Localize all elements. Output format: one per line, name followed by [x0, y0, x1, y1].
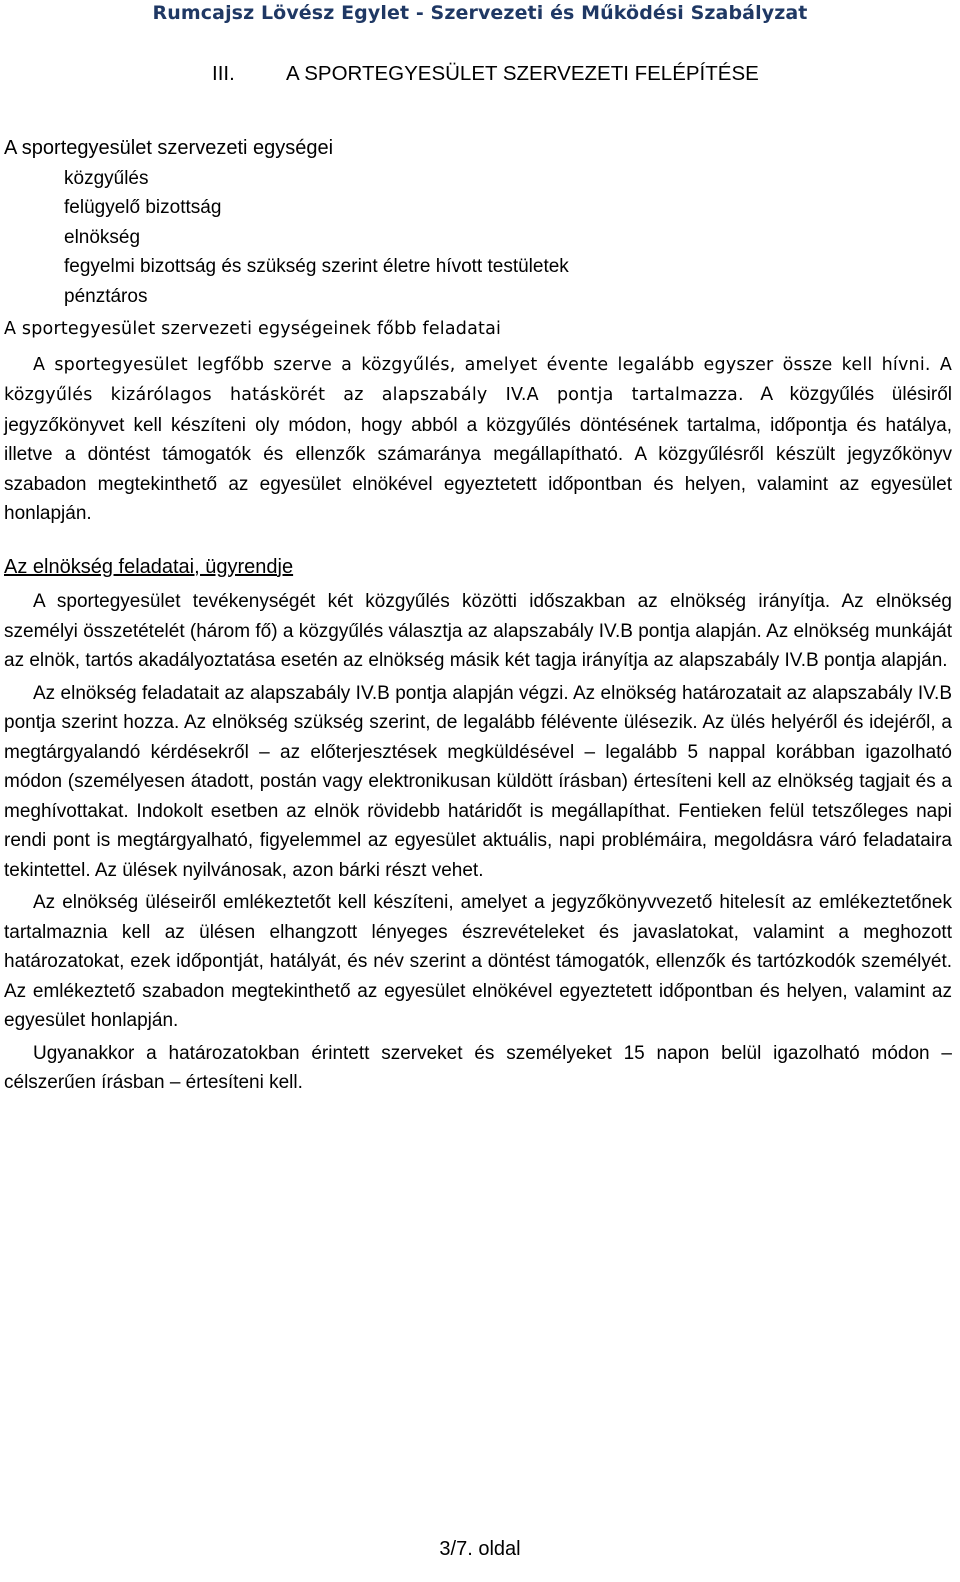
- chapter-number: III.: [212, 62, 235, 85]
- section-heading-board: Az elnökség feladatai, ügyrendje: [4, 555, 294, 578]
- paragraph-board-3: Az elnökség üléseiről emlékeztetőt kell készíteni, amelyet a jegyzőkönyvvezető hitelesít az emlékeztetőnek tartalmaznia kell az ülésen elhangzott lényeges észrevételeket és javaslatokat, valamint a meghozott határozatokat, ezek időpontját, hatályát, és név szerint a döntést támogatók, ellenzők és tartózkodók személyét. Az emlékeztető szabadon megtekinthető az egyesület elnökével egyeztetett időpontban és helyen, valamint az egyesület honlapján.: [4, 892, 952, 1031]
- list-item: fegyelmi bizottság és szükség szerint életre hívott testületek: [64, 256, 569, 277]
- list-item: felügyelő bizottság: [64, 197, 222, 218]
- document-body: [4, 134, 952, 1098]
- paragraph-assembly-part2: A közgyűlés ülésiről jegyzőkönyvet kell készíteni oly módon, hogy abból a közgyűlés döntésének tartalma, időpontja és hatálya, illetve a döntést támogatók és ellenzők számaránya megállapítható. A közgyűlésről készült jegyzőkönyv szabadon megtekinthető az egyesület elnökével egyeztetett időpontban és helyen, valamint az egyesület honlapján.: [4, 384, 952, 524]
- list-item: pénztáros: [64, 285, 148, 307]
- paragraph-board-2: Az elnökség feladatait az alapszabály IV.B pontja alapján végzi. Az elnökség határozatait az alapszabály IV.B pontja szerint hozza. Az elnökség szükség szerint, de legalább félévente ülésezik. Az ülés helyéről és idejéről, a megtárgyalandó kérdésekről – az előterjesztések megküldésével – legalább 5 nappal korábban igazolható módon (személyesen átadott, postán vagy elektronikusan küldött írásban) értesíteni kell az elnökség tagjait és a meghívottakat. Indokolt esetben az elnök rövidebb határidőt is megállapíthat. Fentieken felül tetszőleges napi rendi pont is megtárgyalható, figyelemmel az egyesület aktuális, napi problémáira, megoldásra váró feladataira tekintettel. Az ülések nyilvánosak, azon bárki részt vehet.: [4, 682, 952, 881]
- paragraph-board-4: Ugyanakkor a határozatokban érintett szerveket és személyeket 15 napon belül igazolható módon – célszerűen írásban – értesíteni kell.: [4, 1042, 952, 1093]
- running-header: Rumcajsz Lövész Egylet - Szervezeti és Működési Szabályzat: [152, 2, 808, 24]
- list-item: közgyűlés: [64, 167, 149, 189]
- units-list: [4, 164, 952, 312]
- page-number: 3/7. oldal: [439, 1538, 521, 1560]
- paragraph-assembly: [4, 350, 952, 529]
- chapter-title: A SPORTEGYESÜLET SZERVEZETI FELÉPÍTÉSE: [286, 62, 759, 85]
- section-heading-tasks: A sportegyesület szervezeti egységeinek főbb feladatai: [4, 319, 502, 339]
- paragraph-assembly-part1: A sportegyesület legfőbb szerve a közgyűlés, amelyet évente legalább egyszer össze kell hívni. A közgyűlés kizárólagos hatáskörét az alapszabály IV.A pontja tartalmazza.: [4, 354, 952, 405]
- list-item: elnökség: [64, 226, 141, 248]
- chapter-heading: [212, 62, 759, 86]
- paragraph-board-1: A sportegyesület tevékenységét két közgyűlés közötti időszakban az elnökség irányítja. Az elnökség személyi összetételét (három fő) a közgyűlés választja az alapszabály IV.B pontja alapján. Az elnökség munkáját az elnök, tartós akadályoztatása esetén az elnökség másik két tagja irányítja az alapszabály IV.B pontja alapján.: [4, 591, 952, 671]
- section-heading-units: A sportegyesület szervezeti egységei: [4, 137, 334, 159]
